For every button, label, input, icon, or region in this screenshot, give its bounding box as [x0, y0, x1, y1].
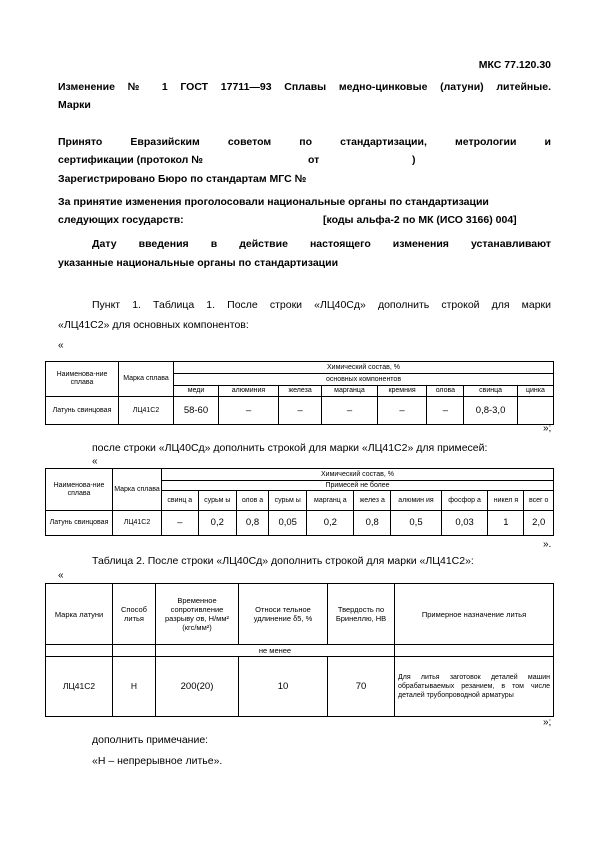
- t1-col: цинка: [517, 386, 553, 397]
- t1-cell: 0,8-3,0: [464, 397, 518, 425]
- t3-row-method: Н: [113, 657, 156, 717]
- table-row: [46, 511, 554, 536]
- t3-row-mark: ЛЦ41С2: [46, 657, 113, 717]
- t3-header-min: не менее: [156, 645, 395, 657]
- t2-col: марганц а: [307, 491, 354, 511]
- mks-code: МКС 77.120.30: [478, 59, 551, 71]
- adoption-line-6: Дату введения в действие настоящего изменения устанавливают: [92, 238, 551, 250]
- t2-cell: 0,5: [391, 511, 441, 536]
- t2-cell: 2,0: [524, 511, 554, 536]
- item2-text: Таблица 2. После строки «ЛЦ40Сд» дополнить строкой для марки «ЛЦ41С2»:: [92, 555, 474, 567]
- t2-header-mark: Марка сплава: [113, 469, 162, 511]
- t1-row-mark: ЛЦ41С2: [119, 397, 174, 425]
- adoption-line-3: Зарегистрировано Бюро по стандартам МГС №: [58, 173, 307, 185]
- t1-header-name: Наименова-ние сплава: [46, 362, 119, 397]
- adoption-line-7: указанные национальные органы по стандартизации: [58, 257, 339, 269]
- table-row: [46, 657, 554, 717]
- t1-row-name: Латунь свинцовая: [46, 397, 119, 425]
- t3-header-hardness: Твердость по Бринеллю, НВ: [328, 584, 395, 645]
- document-title-line2: Марки: [58, 99, 91, 111]
- note-text: «Н – непрерывное литье».: [92, 755, 223, 767]
- t3-header-strength: Временное сопротивление разрыву σв, Н/мм² (кгс/мм²): [156, 584, 239, 645]
- t2-col: олов а: [237, 491, 269, 511]
- t2-col: желез а: [354, 491, 391, 511]
- document-title-line1: Изменение № 1 ГОСТ 17711—93 Сплавы медно-цинковые (латуни) литейные.: [58, 81, 551, 93]
- table-row: [46, 397, 554, 425]
- t2-cell: 0,2: [198, 511, 236, 536]
- t2-header-name: Наименова-ние сплава: [46, 469, 113, 511]
- adoption-line-2b: от: [308, 154, 320, 166]
- add-note-text: дополнить примечание:: [92, 734, 209, 746]
- t1-col: железа: [278, 386, 321, 397]
- t1-col: марганца: [322, 386, 377, 397]
- t2-header-chem: Химический состав, %: [162, 469, 554, 481]
- adoption-line-5a: следующих государств:: [58, 214, 184, 226]
- t2-cell: –: [162, 511, 199, 536]
- adoption-line-4: За принятие изменения проголосовали национальные органы по стандартизации: [58, 196, 489, 208]
- table2-open-quote: «: [92, 456, 98, 467]
- t2-cell: 0,2: [307, 511, 354, 536]
- t1-header-mark: Марка сплава: [119, 362, 174, 397]
- t1-cell: –: [427, 397, 464, 425]
- t2-cell: 0,05: [269, 511, 307, 536]
- t2-cell: 0,8: [237, 511, 269, 536]
- after-table1-text: после строки «ЛЦ40Сд» дополнить строкой для марки «ЛЦ41С2» для примесей:: [92, 442, 488, 454]
- t2-col: всег о: [524, 491, 554, 511]
- item1-line1: Пункт 1. Таблица 1. После строки «ЛЦ40Сд» дополнить строкой для марки: [92, 299, 551, 311]
- table3-open-quote: «: [58, 570, 64, 581]
- t3-row-use: Для литья заготовок деталей машин обрабатываемых резанием, в том числе деталей трубопроводной арматуры: [395, 657, 554, 717]
- t2-cell: 0,03: [441, 511, 488, 536]
- table1-open-quote: «: [58, 340, 64, 351]
- t2-header-imp: Примесей не более: [162, 481, 554, 491]
- item1-line2: «ЛЦ41С2» для основных компонентов:: [58, 319, 249, 331]
- adoption-line-2c: ): [412, 154, 416, 166]
- t3-row-strength: 200(20): [156, 657, 239, 717]
- adoption-line-2a: сертификации (протокол №: [58, 154, 203, 166]
- t1-col: свинца: [464, 386, 518, 397]
- t3-header-use: Примерное назначение литья: [395, 584, 554, 645]
- table1-close-quote: »;: [543, 423, 552, 434]
- t2-col: свинц а: [162, 491, 199, 511]
- t2-row-name: Латунь свинцовая: [46, 511, 113, 536]
- t1-header-chem: Химический состав, %: [174, 362, 554, 374]
- t2-row-mark: ЛЦ41С2: [113, 511, 162, 536]
- t1-col: кремния: [377, 386, 427, 397]
- t1-cell: –: [218, 397, 278, 425]
- t3-row-elongation: 10: [239, 657, 328, 717]
- table2-impurities: [45, 468, 554, 536]
- table3-close-quote: »;: [543, 717, 552, 728]
- t2-cell: 0,8: [354, 511, 391, 536]
- adoption-line-1: Принято Евразийским советом по стандартизации, метрологии и: [58, 136, 551, 148]
- t2-col: сурьм ы: [198, 491, 236, 511]
- t1-cell: –: [278, 397, 321, 425]
- t1-col: олова: [427, 386, 464, 397]
- t3-header-method: Способ литья: [113, 584, 156, 645]
- adoption-line-5b: [коды альфа-2 по МК (ИСО 3166) 004]: [323, 214, 517, 226]
- t2-cell: 1: [488, 511, 524, 536]
- table1-main-components: [45, 361, 554, 425]
- t1-header-main: основных компонентов: [174, 374, 554, 386]
- t1-cell: –: [377, 397, 427, 425]
- t3-header-mark: Марка латуни: [46, 584, 113, 645]
- table2-close-quote: ».: [543, 539, 552, 550]
- t1-col: алюминия: [218, 386, 278, 397]
- table3-mechanical: [45, 583, 554, 717]
- t2-col: сурьм ы: [269, 491, 307, 511]
- t1-cell: [517, 397, 553, 425]
- t2-col: фосфор а: [441, 491, 488, 511]
- t1-cell: –: [322, 397, 377, 425]
- t3-header-elongation: Относи тельное удлинение δ5, %: [239, 584, 328, 645]
- t2-col: алюмин ия: [391, 491, 441, 511]
- t1-cell: 58-60: [174, 397, 219, 425]
- t3-row-hardness: 70: [328, 657, 395, 717]
- t2-col: никел я: [488, 491, 524, 511]
- t1-col: меди: [174, 386, 219, 397]
